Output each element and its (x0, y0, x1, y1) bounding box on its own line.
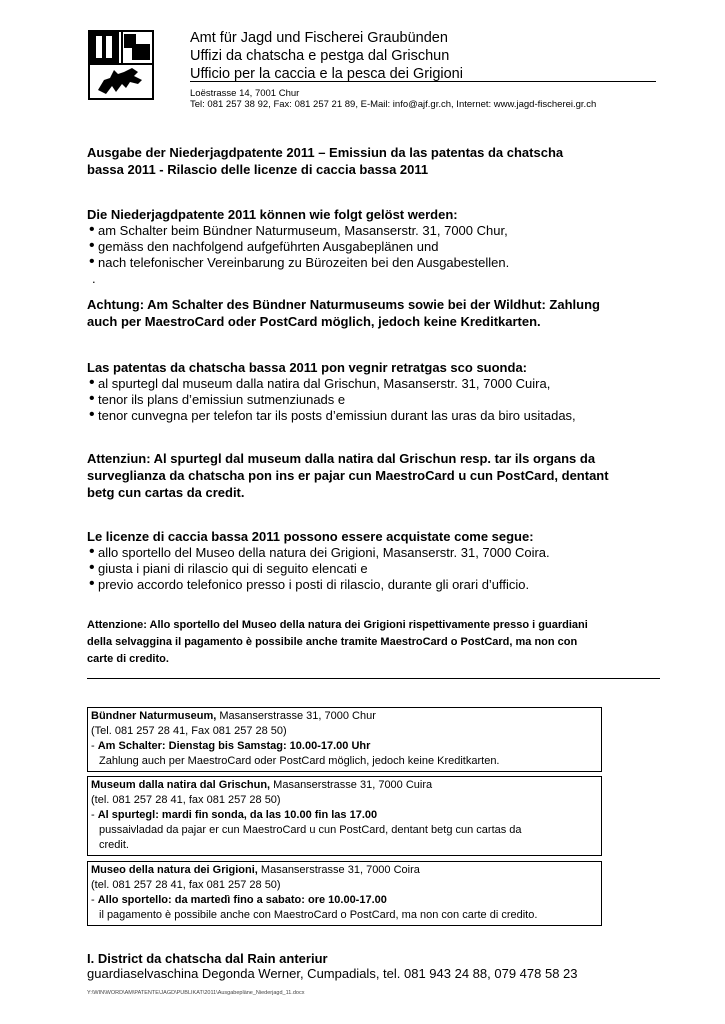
box-museum-name: Museo della natura dei Grigioni, (91, 864, 258, 876)
box-payment: Zahlung auch per MaestroCard oder PostCard möglich, jedoch keine Kreditkarten. (99, 755, 500, 767)
list-item: • tenor ils plans d’emissiun sutmenziunads e (87, 392, 687, 408)
box-hours: Al spurtegl (97, 809, 156, 821)
rm-heading: Las patentas da chatscha bassa 2011 pon vegnir retratgas sco suonda: (87, 360, 528, 375)
list-item: • gemäss den nachfolgend aufgeführten Ausgabeplänen und (87, 239, 687, 255)
header-rule (190, 81, 656, 82)
info-box-coira: Museo della natura dei Grigioni, Masanserstrasse 31, 7000 Coira (tel. 081 257 28 41, fax 081 257 28 50) - Allo sportello: da martedì fino a sabato: ore 10.00-17.00 il pagamento è possibile anche con MaestroCard o PostCard, ma non con carte di credito. (87, 861, 602, 926)
note-line: carte di credito. (87, 653, 169, 665)
info-box-cuira: Museum dalla natira dal Grischun, Masanserstrasse 31, 7000 Cuira (tel. 081 257 28 41, fax 081 257 28 50) - Al spurtegl: mardi fin sonda, da las 10.00 fin las 17.00 pussaivladad da pajar er cun MaestroCard u cun PostCard, dentant betg cun cartas da credit. (87, 776, 602, 856)
de-heading: Die Niederjagdpatente 2011 können wie folgt gelöst werden: (87, 207, 458, 222)
it-heading: Le licenze di caccia bassa 2011 possono essere acquistate come segue: (87, 529, 534, 544)
org-name-it: Ufficio per la caccia e la pesca dei Grigioni (190, 66, 463, 82)
district-title: I. District da chatscha dal Rain anteriur (87, 951, 328, 966)
box-phone: (tel. 081 257 28 41, fax 081 257 28 50) (91, 879, 281, 891)
box-hours: Allo sportello: da martedì fino a sabato: ore 10.00-17.00 (97, 894, 387, 906)
it-list (87, 545, 687, 593)
box-payment-cont: credit. (99, 839, 129, 851)
list-item: • previo accordo telefonico presso i posti di rilascio, durante gli orari d’ufficio. (87, 577, 687, 593)
note-line: Attenziun: Al spurtegl dal museum dalla natira dal Grischun resp. tar ils organs da (87, 451, 596, 466)
it-payment-note (87, 617, 687, 668)
box-phone: (Tel. 081 257 28 41, Fax 081 257 28 50) (91, 725, 287, 737)
title-line-2: bassa 2011 - Rilascio delle licenze di caccia bassa 2011 (87, 162, 429, 177)
box-address: Masanserstrasse 31, 7000 Chur (216, 710, 376, 722)
title-line-1: Ausgabe der Niederjagdpatente 2011 – Emissiun da las patentas da chatscha (87, 145, 564, 160)
org-name-de: Amt für Jagd und Fischerei Graubünden (190, 30, 448, 46)
note-line: Attenzione: Allo sportello del Museo della natura dei Grigioni rispettivamente presso i guardiani (87, 619, 588, 631)
de-trailing-dot: . (92, 271, 96, 286)
box-hours: Am Schalter: Dienstag bis Samstag: 10.00-17.00 Uhr (97, 740, 371, 752)
note-line: surveglianza da chatscha pon ins er pajar cun MaestroCard u cun PostCard, dentant (87, 468, 609, 483)
graubuenden-coat-of-arms-icon (88, 30, 154, 100)
section-it (87, 528, 687, 593)
box-hours-rest: : mardi fin sonda, da las 10.00 fin las 17.00 (155, 809, 378, 821)
box-address: Masanserstrasse 31, 7000 Coira (257, 864, 420, 876)
list-item: • tenor cunvegna per telefon tar ils posts d’emissiun durant las uras da biro usitadas, (87, 408, 687, 424)
note-line: della selvaggina il pagamento è possibile anche tramite MaestroCard o PostCard, ma non con (87, 636, 578, 648)
file-path: Y:\WIN\WORD\AM\PATENTE\JAGD\PUBLIKAT\2011\Ausgabepläne_Niederjagd_11.docx (87, 990, 305, 996)
rm-list (87, 376, 687, 424)
list-item: • nach telefonischer Vereinbarung zu Bürozeiten bei den Ausgabestellen. (87, 255, 687, 271)
info-box-chur: Bündner Naturmuseum, Masanserstrasse 31, 7000 Chur (Tel. 081 257 28 41, Fax 081 257 28 50) - Am Schalter: Dienstag bis Samstag: 10.00-17.00 Uhr Zahlung auch per MaestroCard oder PostCard möglich, jedoch keine Kreditkarten. (87, 707, 602, 772)
box-phone: (tel. 081 257 28 41, fax 081 257 28 50) (91, 794, 281, 806)
list-item: • am Schalter beim Bündner Naturmuseum, Masanserstr. 31, 7000 Chur, (87, 223, 687, 239)
box-address: Masanserstrasse 31, 7000 Cuira (270, 779, 433, 791)
section-de (87, 206, 687, 288)
note-line: Achtung: Am Schalter des Bündner Naturmuseums sowie bei der Wildhut: Zahlung (87, 297, 600, 312)
box-payment: il pagamento è possibile anche con MaestroCard o PostCard, ma non con carte di credito. (99, 909, 538, 921)
section-divider (87, 678, 660, 679)
de-payment-note (87, 296, 687, 330)
org-name-rm: Uffizi da chatscha e pestga dal Grischun (190, 48, 450, 64)
note-line: auch per MaestroCard oder PostCard möglich, jedoch keine Kreditkarten. (87, 314, 541, 329)
district-contact: guardiaselvaschina Degonda Werner, Cumpadials, tel. 081 943 24 88, 079 478 58 23 (87, 966, 578, 981)
box-museum-name: Bündner Naturmuseum, (91, 710, 217, 722)
box-payment: pussaivladad da pajar er cun MaestroCard u cun PostCard, dentant betg cun cartas da (99, 824, 522, 836)
org-address: Loëstrasse 14, 7001 Chur (190, 88, 300, 99)
section-rm (87, 359, 687, 424)
org-contact: Tel: 081 257 38 92, Fax: 081 257 21 89, E-Mail: info@ajf.gr.ch, Internet: www.jagd-fischerei.gr.ch (190, 99, 597, 110)
list-item: • giusta i piani di rilascio qui di seguito elencati e (87, 561, 687, 577)
list-item: • allo sportello del Museo della natura dei Grigioni, Masanserstr. 31, 7000 Coira. (87, 545, 687, 561)
list-item: • al spurtegl dal museum dalla natira dal Grischun, Masanserstr. 31, 7000 Cuira, (87, 376, 687, 392)
note-line: betg cun cartas da credit. (87, 485, 245, 500)
rm-payment-note (87, 450, 687, 501)
document-title (87, 144, 687, 178)
box-museum-name: Museum dalla natira dal Grischun, (91, 779, 271, 791)
de-list (87, 223, 687, 271)
